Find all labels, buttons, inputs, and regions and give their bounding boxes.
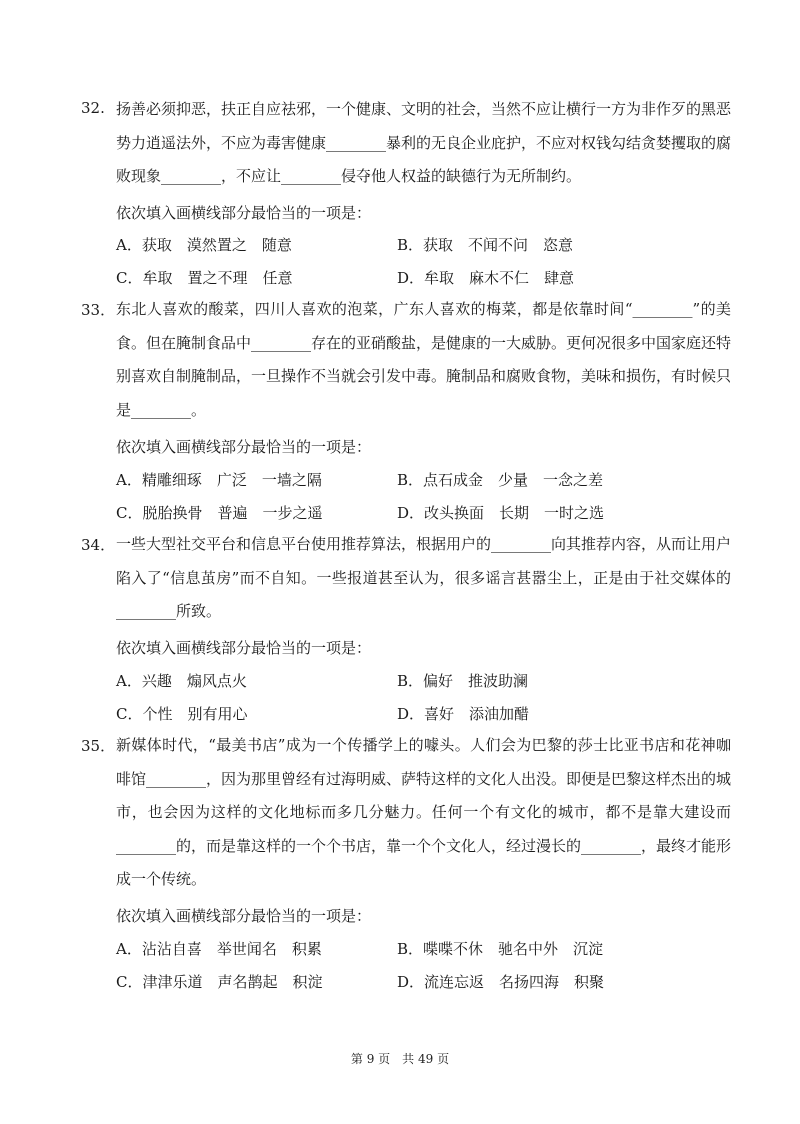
option-c[interactable]: C．津津乐道 声名鹊起 积淀 — [116, 973, 323, 991]
question-stem: 扬善必须抑恶，扶正自应祛邪，一个健康、文明的社会，当然不应让横行一方为非作歹的黑恶势力逍遥法外，不应为毒害健康________暴利的无良企业庇护，不应对权钱勾结贪婪攫取的腐败现象________，不应让________侵夺他人权益的缺德行为无所制约。 — [116, 100, 732, 185]
question-stem: 东北人喜欢的酸菜，四川人喜欢的泡菜，广东人喜欢的梅菜，都是依靠时间“________”的美食。但在腌制食品中________存在的亚硝酸盐，是健康的一大威胁。更何况很多中国家庭还特别喜欢自制腌制品，一旦操作不当就会引发中毒。腌制品和腐败食物，美味和损伤，有时候只是________。 — [116, 300, 732, 419]
option-a[interactable]: A．兴趣 煽风点火 — [116, 672, 247, 690]
question-stem: 一些大型社交平台和信息平台使用推荐算法，根据用户的________向其推荐内容，从而让用户陷入了“信息茧房”而不自知。一些报道甚至认为，很多谣言甚嚣尘上，正是由于社交媒体的________所致。 — [116, 535, 732, 620]
question-number: 32. — [81, 99, 105, 117]
option-b[interactable]: B．点石成金 少量 一念之差 — [397, 471, 604, 489]
question-number: 35． — [81, 737, 116, 755]
question-stem: 新媒体时代，“最美书店”成为一个传播学上的噱头。人们会为巴黎的莎士比亚书店和花神咖啡馆________，因为那里曾经有过海明威、萨特这样的文化人出没。即便是巴黎这样杰出的城市，也会因为这样的文化地标而多几分魅力。任何一个有文化的城市，都不是靠大建设而________的，而是靠这样的一个个书店，靠一个个文化人，经过漫长的________，最终才能形成一个传统。 — [116, 736, 732, 888]
question-number: 33． — [81, 301, 116, 319]
option-c[interactable]: C．脱胎换骨 普遍 一步之遥 — [116, 504, 323, 522]
option-b[interactable]: B．偏好 推波助澜 — [397, 672, 529, 690]
option-c[interactable]: C．个性 别有用心 — [116, 705, 248, 723]
option-d[interactable]: D．改头换面 长期 一时之选 — [397, 504, 605, 522]
option-d[interactable]: D．流连忘返 名扬四海 积聚 — [397, 973, 605, 991]
option-c[interactable]: C．牟取 置之不理 任意 — [116, 269, 293, 287]
question-prompt: 依次填入画横线部分最恰当的一项是： — [116, 639, 372, 657]
option-d[interactable]: D．喜好 添油加醋 — [397, 705, 530, 723]
option-d[interactable]: D．牟取 麻木不仁 肆意 — [397, 269, 575, 287]
option-a[interactable]: A．沾沾自喜 举世闻名 积累 — [116, 940, 322, 958]
question-prompt: 依次填入画横线部分最恰当的一项是： — [116, 907, 372, 925]
question-33 — [81, 293, 731, 427]
option-a[interactable]: A．精雕细琢 广泛 一墙之隔 — [116, 471, 322, 489]
question-number: 34． — [81, 536, 116, 554]
option-b[interactable]: B．获取 不闻不问 恣意 — [397, 236, 574, 254]
question-35 — [81, 729, 731, 897]
question-prompt: 依次填入画横线部分最恰当的一项是： — [116, 204, 372, 222]
question-prompt: 依次填入画横线部分最恰当的一项是： — [116, 438, 372, 456]
option-a[interactable]: A．获取 漠然置之 随意 — [116, 236, 292, 254]
question-32 — [81, 93, 731, 194]
page-footer: 第 9 页 共 49 页 — [350, 1052, 450, 1066]
option-b[interactable]: B．喋喋不休 驰名中外 沉淀 — [397, 940, 604, 958]
question-34 — [81, 528, 731, 629]
